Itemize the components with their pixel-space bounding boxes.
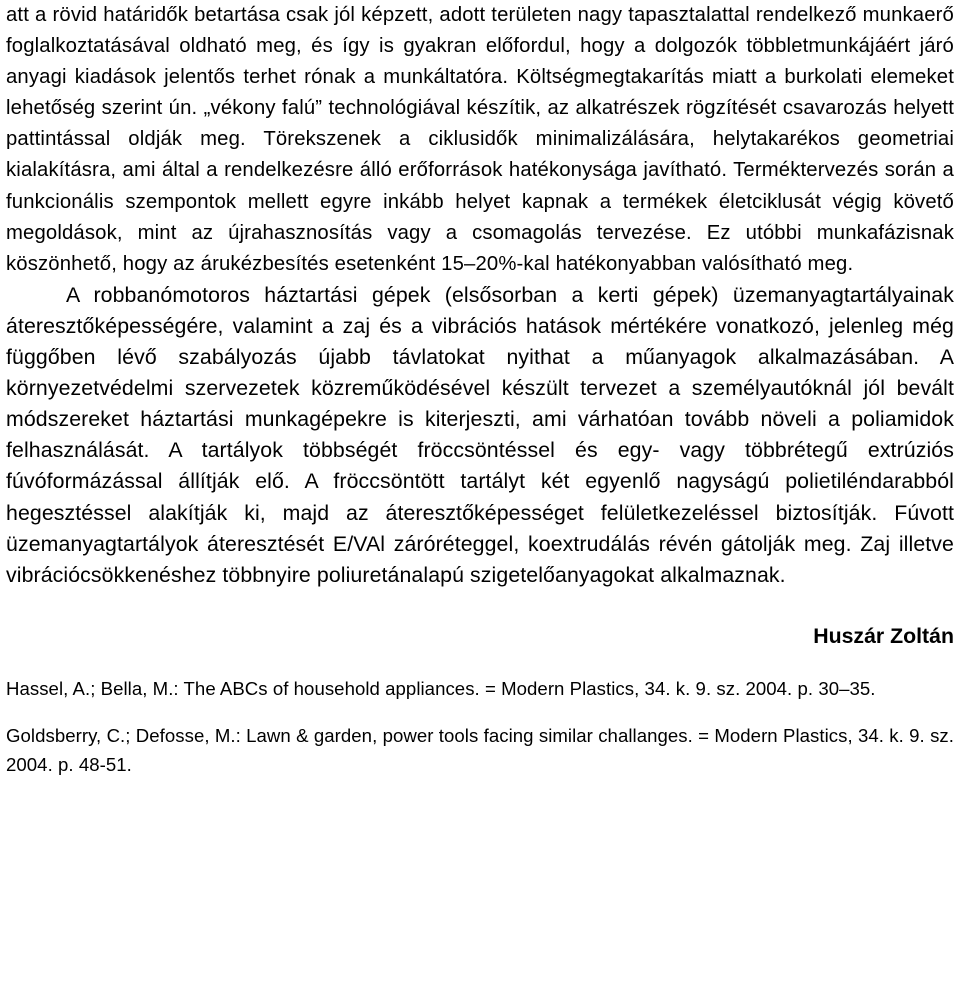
body-paragraph-2: A robbanómotoros háztartási gépek (elsősorban a kerti gépek) üzemanyagtartályainak áteresztőképességére, valamint a zaj és a vibrációs hatások mértékére vonatkozó, jelenleg még függőben lévő szabályozás újabb távlatokat nyithat a műanyagok alkalmazásában. A környezetvédelmi szervezetek közreműködésével készült tervezet a személyautóknál jól bevált módszereket háztartási munkagépekre is kiterjeszti, ami várhatóan tovább növeli a poliamidok felhasználását. A tartályok többségét fröccsöntéssel és egy- vagy többrétegű extrúziós fúvóformázással állítják elő. A fröccsöntött tartályt két egyenlő nagyságú polietiléndarabból hegesztéssel alakítják ki, majd az áteresztőképességet felületkezeléssel biztosítják. Fúvott üzemanyagtartályok áteresztését E/VAl záróréteggel, koextrudálás révén gátolják meg. Zaj illetve vibrációcsökkenéshez többnyire poliuretánalapú szigetelőanyagokat alkalmaznak. [6,282,954,587]
body-paragraph-1: att a rövid határidők betartása csak jól képzett, adott területen nagy tapasztalattal rendelkező munkaerő foglalkoztatásával oldható meg, és így is gyakran előfordul, hogy a dolgozók többletmunkájáért járó anyagi kiadások jelentős terhet rónak a munkáltatóra. Költségmegtakarítás miatt a burkolati elemeket lehetőség szerint ún. „vékony falú” technológiával készítik, az alkatrészek rögzítését csavarozás helyett pattintással oldják meg. Törekszenek a ciklusidők minimalizálására, helytakarékos geometriai kialakításra, ami által a rendelkezésre álló erőforrások hatékonysága javítható. Terméktervezés során a funkcionális szempontok mellett egyre inkább helyet kapnak a termékek életciklusát végig követő megoldások, mint az újrahasznosítás vagy a csomagolás tervezése. Ez utóbbi munkafázisnak köszönhető, hogy az árukézbesítés esetenként 15–20%-kal hatékonyabban valósítható meg. [6,4,954,275]
reference-item: Hassel, A.; Bella, M.: The ABCs of household appliances. = Modern Plastics, 34. k. 9. sz. 2004. p. 30–35. [6,677,876,699]
author-name: Huszár Zoltán [813,623,954,648]
reference-list [6,674,954,779]
document-page [6,0,954,779]
reference-item: Goldsberry, C.; Defosse, M.: Lawn & garden, power tools facing similar challanges. = Modern Plastics, 34. k. 9. sz. 2004. p. 48-51. [6,724,954,775]
